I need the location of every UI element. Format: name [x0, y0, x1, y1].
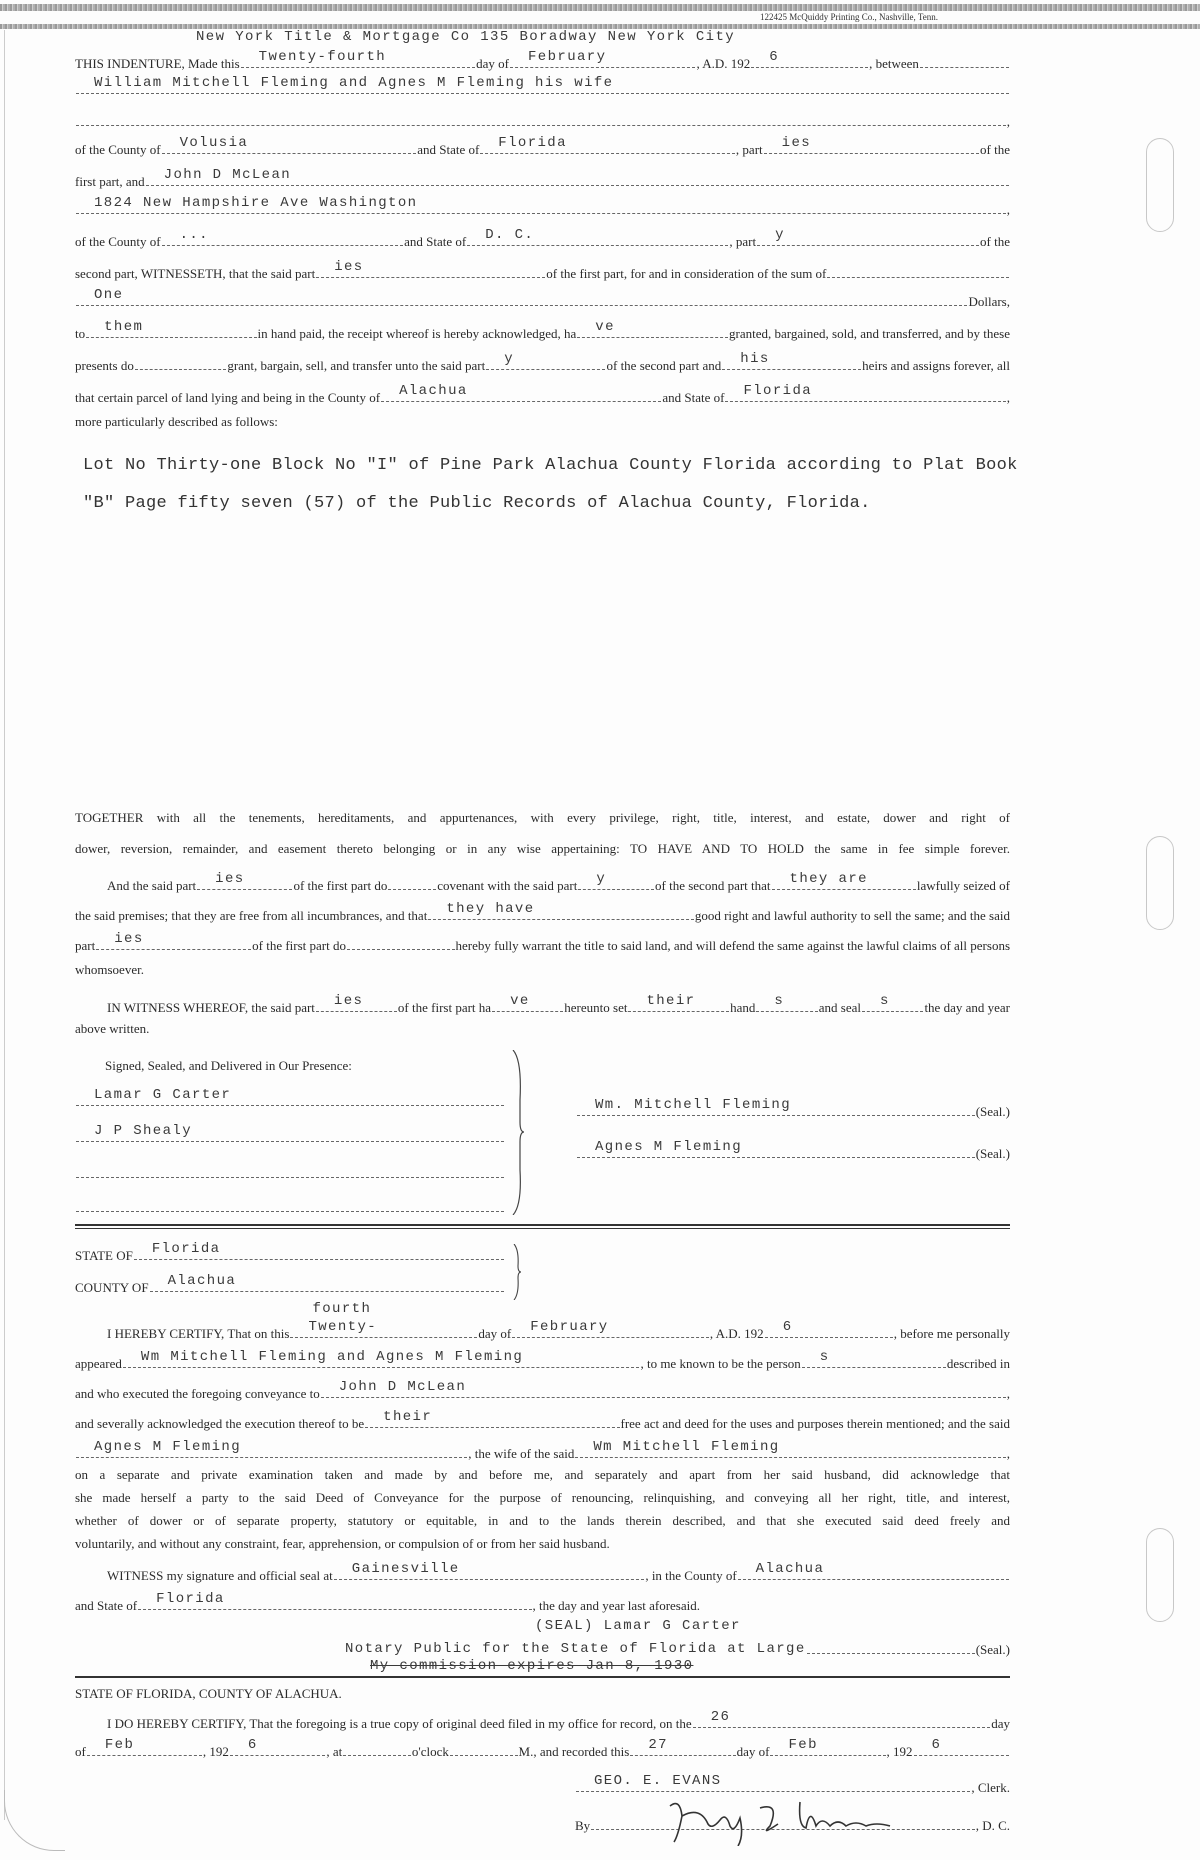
- typed-value: Agnes M Fleming: [94, 1439, 242, 1455]
- filled-field: [96, 932, 251, 950]
- witness-field: [76, 1160, 504, 1178]
- header-typed: New York Title & Mortgage Co 135 Boradway New York City: [196, 29, 736, 45]
- typed-value: One: [94, 287, 124, 303]
- typed-value: s: [880, 993, 890, 1009]
- printed-text: o'clock: [411, 1744, 449, 1759]
- filled-field: [347, 932, 455, 950]
- typed-value: ies: [215, 871, 245, 887]
- filled-field: [827, 260, 1009, 278]
- printed-text: the said premises; that they are free from all incumbrances, and that: [75, 908, 428, 923]
- witness-line: [75, 1160, 505, 1181]
- printed-text: And the said part: [107, 878, 197, 893]
- filled-field: [772, 872, 916, 890]
- typed-value: Wm Mitchell Fleming and Agnes M Fleming: [140, 1349, 524, 1365]
- form-line: [75, 1350, 1010, 1371]
- printed-text: part: [75, 938, 96, 953]
- grantor-field: Agnes M Fleming: [577, 1140, 975, 1158]
- filled-field: [576, 1774, 970, 1792]
- typed-value: John D McLean: [338, 1379, 467, 1395]
- printed-text: day: [991, 1716, 1010, 1731]
- witness-line: [75, 1124, 505, 1145]
- printed-text: STATE OF: [75, 1248, 133, 1263]
- form-line: [75, 1686, 1010, 1701]
- filled-field: [316, 260, 545, 278]
- filled-field: [290, 1301, 477, 1338]
- printed-text: TOGETHER with all the tenements, hereditaments, and appurtenances, with every privilege, right, title, interest, and estate, dower and right of: [75, 810, 1010, 825]
- typed-value: 6: [769, 49, 780, 65]
- typed-superscript: fourth: [312, 1301, 372, 1317]
- typed-value: GEO. E. EVANS: [594, 1773, 722, 1789]
- form-line: [75, 841, 1010, 856]
- filled-field: [770, 1738, 885, 1756]
- printed-text: first part, and: [75, 174, 145, 189]
- printed-text: I DO HEREBY CERTIFY, That the foregoing is a true copy of original deed filed in my office for record, on the: [107, 1716, 692, 1731]
- description-line: Lot No Thirty-one Block No "I" of Pine Park Alachua County Florida according to Plat Book: [83, 456, 1018, 475]
- form-line: [107, 872, 1010, 893]
- typed-value: ve: [510, 993, 530, 1009]
- filled-field: [628, 994, 729, 1012]
- form-line: [75, 902, 1010, 923]
- printed-text: dower, reversion, remainder, and easement thereto belonging or in any wise appertaining: TO HAVE AND TO HOLD the same in fee simple forever.: [75, 841, 1010, 856]
- typed-value: 1824 New Hampshire Ave Washington: [94, 195, 418, 211]
- filled-field: [920, 50, 1009, 68]
- form-line: [75, 228, 1010, 249]
- printed-text: , 192: [202, 1744, 229, 1759]
- printed-text: covenant with the said part: [437, 878, 578, 893]
- witness-line: [75, 1088, 505, 1109]
- printed-text: hereby fully warrant the title to said land, and will defend the same against the lawful claims of all persons: [455, 938, 1010, 953]
- form-line: [107, 1301, 1010, 1341]
- printed-text: to: [75, 326, 86, 341]
- grantor-signature-line: [576, 1140, 1010, 1161]
- printed-text: more particularly described as follows:: [75, 414, 278, 429]
- form-line: [107, 994, 1010, 1015]
- printed-text: , A.D. 192: [709, 1326, 764, 1341]
- form-line: [75, 384, 1010, 405]
- printed-text: STATE OF FLORIDA, COUNTY OF ALACHUA.: [75, 1686, 342, 1701]
- filled-field: [134, 1242, 504, 1260]
- filled-field: [86, 320, 256, 338]
- typed-value: their: [646, 993, 696, 1009]
- filled-field: [764, 136, 979, 154]
- form-line: [75, 932, 1010, 953]
- printed-text: , part: [729, 234, 757, 249]
- form-line: [75, 260, 1010, 281]
- filled-field: [722, 352, 861, 370]
- typed-value: Alachua: [755, 1561, 825, 1577]
- typed-value: ...: [179, 227, 209, 243]
- typed-value: 6: [247, 1737, 258, 1753]
- filled-field: [76, 1440, 467, 1458]
- form-line: [107, 1710, 1010, 1731]
- form-line: [75, 1274, 505, 1295]
- printed-text: COUNTY OF: [75, 1280, 149, 1295]
- filled-field: [428, 902, 694, 920]
- typed-value: y: [775, 227, 785, 243]
- filled-field: [765, 1320, 893, 1338]
- filled-field: [76, 196, 1006, 214]
- witness-field: [76, 1194, 504, 1212]
- filled-field: [334, 1562, 645, 1580]
- printed-text: , A.D. 192: [696, 56, 751, 71]
- notary-commission: My commission expires Jan 8, 1930: [370, 1658, 694, 1674]
- typed-value: John D McLean: [163, 167, 292, 183]
- filled-field: [577, 320, 728, 338]
- form-line: [75, 196, 1010, 217]
- printed-text: on a separate and private examination taken and made by and before me, and separately and apart from her said husband, did acknowledge that: [75, 1467, 1010, 1482]
- typed-value: Florida: [498, 135, 567, 151]
- filled-field: [135, 352, 226, 370]
- page-edge: [4, 30, 5, 1820]
- filled-field: [162, 136, 417, 154]
- filled-field: [87, 1738, 202, 1756]
- typed-value: Florida: [743, 383, 813, 399]
- witness-field: Lamar G Carter: [76, 1088, 504, 1106]
- seal-label: (Seal.): [975, 1104, 1010, 1119]
- form-line: [75, 1380, 1010, 1401]
- notary-signature: (SEAL) Lamar G Carter: [535, 1618, 741, 1634]
- printed-text: of the first part do: [252, 938, 346, 953]
- printed-text: of the first part do: [293, 878, 388, 893]
- typed-value: Alachua: [167, 1273, 237, 1289]
- typed-value: they are: [789, 871, 868, 887]
- printed-text: day of: [736, 1744, 770, 1759]
- punch-hole: [1146, 836, 1174, 930]
- typed-value: 6: [782, 1319, 793, 1335]
- filled-field: [757, 228, 979, 246]
- section-divider: [75, 1676, 1010, 1678]
- witness-field: J P Shealy: [76, 1124, 504, 1142]
- typed-value: their: [383, 1409, 433, 1425]
- typed-value: Wm Mitchell Fleming: [593, 1439, 780, 1455]
- form-line: [575, 1774, 1010, 1795]
- printed-text: day of: [478, 1326, 512, 1341]
- printed-text: the day and year: [924, 1000, 1010, 1015]
- filled-field: [914, 1738, 1009, 1756]
- printed-text: hand: [730, 1000, 756, 1015]
- printed-text: hereunto set: [564, 1000, 628, 1015]
- section-divider: [75, 1228, 1010, 1229]
- printed-text: By: [575, 1818, 591, 1833]
- printed-text: ,: [1006, 202, 1010, 217]
- page-corner: [4, 1790, 65, 1851]
- printed-text: , between: [869, 56, 919, 71]
- filled-field: [150, 1274, 504, 1292]
- filled-field: [241, 50, 475, 68]
- printed-text: ,: [1006, 114, 1010, 129]
- filled-field: [138, 1592, 531, 1610]
- printed-text: , D. C.: [975, 1818, 1010, 1833]
- typed-value: Alachua: [399, 383, 468, 399]
- printed-text: , at: [326, 1744, 343, 1759]
- filled-field: [578, 872, 654, 890]
- typed-value: Florida: [151, 1241, 221, 1257]
- form-line: [75, 1490, 1010, 1505]
- form-line: [75, 320, 1010, 341]
- printed-text: of: [75, 1744, 86, 1759]
- printed-text: , the day and year last aforesaid.: [532, 1598, 700, 1613]
- typed-value: his: [740, 351, 770, 367]
- filled-field: [76, 76, 1009, 94]
- typed-value: Feb: [788, 1737, 818, 1753]
- form-line: [75, 288, 1010, 309]
- presence-label: Signed, Sealed, and Delivered in Our Presence:: [105, 1058, 352, 1073]
- form-line: [75, 810, 1010, 825]
- filled-field: [630, 1738, 735, 1756]
- typed-value: y: [596, 871, 607, 887]
- notary-title-line: [345, 1636, 1010, 1657]
- printed-text: granted, bargained, sold, and transferred, and by these: [729, 326, 1011, 341]
- filled-field: [321, 1380, 1006, 1398]
- filled-field: [197, 872, 292, 890]
- printed-text: lawfully seized of: [916, 878, 1010, 893]
- printed-text: that certain parcel of land lying and being in the County of: [75, 390, 381, 405]
- printed-text: and who executed the foregoing conveyance to: [75, 1386, 320, 1401]
- form-line: [75, 168, 1010, 189]
- typed-value: ve: [595, 319, 615, 335]
- filled-field: [510, 50, 695, 68]
- deputy-clerk-signature: [660, 1796, 910, 1846]
- printed-text: , Clerk.: [971, 1780, 1010, 1795]
- typed-value: D. C.: [485, 227, 535, 243]
- printed-text: whomsoever.: [75, 962, 144, 977]
- printed-text: and seal: [818, 1000, 862, 1015]
- typed-value: 26: [710, 1709, 731, 1725]
- typed-value: y: [504, 351, 515, 367]
- form-line: [75, 1738, 1010, 1759]
- printed-text: of the County of: [75, 142, 161, 157]
- typed-value: they have: [446, 901, 535, 917]
- form-line: [75, 352, 1010, 373]
- filled-field: [756, 994, 817, 1012]
- form-line: [75, 1536, 1010, 1551]
- notary-title: Notary Public for the State of Florida at Large: [345, 1641, 806, 1657]
- form-line: [75, 76, 1010, 97]
- filled-field: [76, 108, 1006, 126]
- printed-text: , to me known to be the person: [640, 1356, 801, 1371]
- filled-field: [751, 50, 868, 68]
- printer-imprint: 122425 McQuiddy Printing Co., Nashville, Tenn.: [760, 12, 938, 22]
- printed-text: whether of dower or of separate property, statutory or equitable, in and to the lands therein described, and that she executed said deed freely and: [75, 1513, 1010, 1528]
- typed-value: s: [819, 1349, 830, 1365]
- typed-value: them: [104, 319, 144, 335]
- typed-value: Twenty-fourth: [258, 49, 387, 65]
- form-line: [75, 1440, 1010, 1461]
- printed-text: of the: [980, 142, 1011, 157]
- filled-field: [230, 1738, 325, 1756]
- printed-text: of the second part that: [655, 878, 771, 893]
- brace: [510, 1050, 526, 1215]
- printed-text: WITNESS my signature and official seal at: [107, 1568, 333, 1583]
- form-line: [75, 1592, 700, 1613]
- filled-field: [512, 1320, 709, 1338]
- typed-value: Volusia: [179, 135, 249, 151]
- filled-field: [123, 1350, 640, 1368]
- typed-value: 6: [931, 1737, 942, 1753]
- typed-value: Feb: [104, 1737, 135, 1753]
- typed-value: ies: [781, 135, 812, 151]
- filled-field: [467, 228, 728, 246]
- form-line: [75, 962, 1010, 977]
- printed-text: I HEREBY CERTIFY, That on this: [107, 1326, 290, 1341]
- printed-text: second part, WITNESSETH, that the said part: [75, 266, 316, 281]
- printed-text: day of: [476, 56, 509, 71]
- typed-value: Gainesville: [351, 1561, 460, 1577]
- typed-value: ies: [334, 259, 364, 275]
- notary-blank: [807, 1636, 975, 1654]
- form-line: [75, 108, 1010, 129]
- printed-text: IN WITNESS WHEREOF, the said part: [107, 1000, 315, 1015]
- printed-text: she made herself a party to the said Deed of Conveyance for the purpose of renouncing, relinquishing, and conveying all her right, title, and interest,: [75, 1490, 1010, 1505]
- typed-value: s: [774, 993, 785, 1009]
- form-line: [75, 50, 1010, 71]
- printed-text: , the wife of the said: [468, 1446, 575, 1461]
- printed-text: and State of: [404, 234, 467, 249]
- printed-text: presents do: [75, 358, 134, 373]
- form-line: [75, 414, 1010, 429]
- printed-text: heirs and assigns forever, all: [862, 358, 1011, 373]
- form-line: [75, 136, 1010, 157]
- filled-field: [725, 384, 1005, 402]
- printed-text: and State of: [417, 142, 480, 157]
- printed-text: and State of: [662, 390, 725, 405]
- printed-text: of the first part ha: [397, 1000, 492, 1015]
- grantor-field: Wm. Mitchell Fleming: [577, 1098, 975, 1116]
- printed-text: in hand paid, the receipt whereof is hereby acknowledged, ha: [257, 326, 577, 341]
- printed-text: and State of: [75, 1598, 138, 1613]
- printed-text: , in the County of: [645, 1568, 737, 1583]
- section-divider: [75, 1224, 1010, 1226]
- filled-field: [486, 352, 605, 370]
- filled-field: [365, 1410, 619, 1428]
- printed-text: good right and lawful authority to sell the same; and the said: [694, 908, 1010, 923]
- filled-field: [76, 288, 967, 306]
- printed-text: THIS INDENTURE, Made this: [75, 56, 240, 71]
- printed-text: of the second part and: [606, 358, 722, 373]
- typed-value: Florida: [156, 1591, 225, 1607]
- form-line: [107, 1562, 1010, 1583]
- printed-text: , 192: [886, 1744, 913, 1759]
- form-line: [75, 1021, 1010, 1036]
- printed-text: , part: [735, 142, 763, 157]
- form-line: [75, 1513, 1010, 1528]
- filled-field: [162, 228, 404, 246]
- printed-text: , before me personally: [893, 1326, 1010, 1341]
- typed-value: ies: [333, 993, 364, 1009]
- printed-text: of the County of: [75, 234, 161, 249]
- filled-field: [480, 136, 735, 154]
- printed-text: above written.: [75, 1021, 150, 1036]
- filled-field: [381, 384, 661, 402]
- brace: [512, 1244, 522, 1300]
- filled-field: [738, 1562, 1009, 1580]
- printed-text: ,: [1006, 1386, 1010, 1401]
- printed-text: M., and recorded this: [518, 1744, 630, 1759]
- typed-value: ies: [114, 931, 144, 947]
- printed-text: voluntarily, and without any constraint, fear, apprehension, or compulsion of or from her said husband.: [75, 1536, 610, 1551]
- printed-text: appeared: [75, 1356, 122, 1371]
- filled-field: [316, 994, 397, 1012]
- printed-text: ,: [1006, 1446, 1010, 1461]
- filled-field: [492, 994, 563, 1012]
- typed-value: 27: [648, 1737, 668, 1753]
- punch-hole: [1146, 1528, 1174, 1622]
- filled-field: [450, 1738, 518, 1756]
- witness-line: [75, 1194, 505, 1215]
- punch-hole: [1146, 138, 1174, 232]
- typed-value: February: [527, 49, 607, 65]
- printed-text: and severally acknowledged the execution thereof to be: [75, 1416, 365, 1431]
- seal-label: (Seal.): [975, 1146, 1010, 1161]
- typed-value: William Mitchell Fleming and Agnes M Fleming his wife: [94, 75, 614, 91]
- seal-label: (Seal.): [975, 1642, 1010, 1657]
- printed-text: of the first part, for and in consideration of the sum of: [546, 266, 827, 281]
- filled-field: [802, 1350, 946, 1368]
- filled-field: [146, 168, 1009, 186]
- printed-text: of the: [980, 234, 1011, 249]
- typed-value: Twenty-: [308, 1319, 378, 1335]
- form-line: [75, 1242, 505, 1263]
- printed-text: described in: [946, 1356, 1011, 1371]
- filled-field: [862, 994, 923, 1012]
- grantor-signature-line: [576, 1098, 1010, 1119]
- form-line: [75, 1467, 1010, 1482]
- filled-field: [388, 872, 436, 890]
- description-line: "B" Page fifty seven (57) of the Public Records of Alachua County, Florida.: [83, 494, 871, 513]
- top-band: [0, 4, 1200, 11]
- printed-text: ,: [1006, 390, 1010, 405]
- form-line: [75, 1410, 1010, 1431]
- printed-text: grant, bargain, sell, and transfer unto the said part: [227, 358, 486, 373]
- filled-field: [575, 1440, 1005, 1458]
- printed-text: Dollars,: [968, 294, 1010, 309]
- typed-value: February: [530, 1319, 609, 1335]
- filled-field: [343, 1738, 411, 1756]
- printed-text: free act and deed for the uses and purposes therein mentioned; and the said: [620, 1416, 1010, 1431]
- filled-field: [693, 1710, 991, 1728]
